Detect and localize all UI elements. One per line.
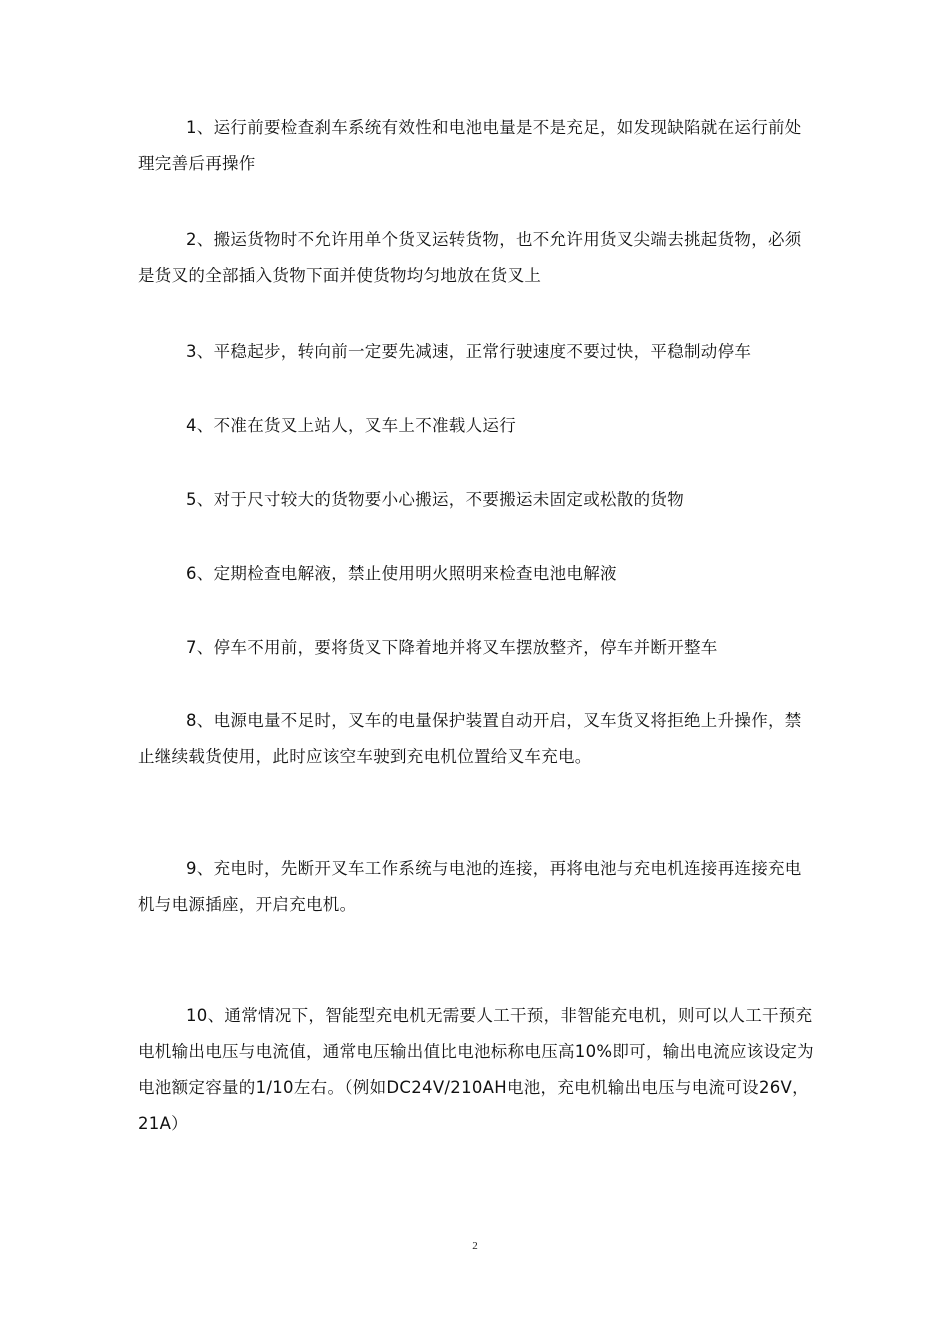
page-number: 2 (472, 1240, 478, 1252)
paragraph-2: 2、搬运货物时不允许用单个货叉运转货物，也不允许用货叉尖端去挑起货物，必须是货叉的全部插入货物下面并使货物均匀地放在货叉上 (138, 230, 802, 285)
paragraph-9: 9、充电时，先断开叉车工作系统与电池的连接，再将电池与充电机连接再连接充电机与电源插座，开启充电机。 (138, 859, 802, 914)
paragraph-6: 6、定期检查电解液，禁止使用明火照明来检查电池电解液 (186, 564, 617, 583)
paragraph-8: 8、电源电量不足时，叉车的电量保护装置自动开启，叉车货叉将拒绝上升操作，禁止继续载货使用，此时应该空车驶到充电机位置给叉车充电。 (138, 711, 802, 766)
paragraph-5: 5、对于尺寸较大的货物要小心搬运，不要搬运未固定或松散的货物 (186, 490, 684, 509)
paragraph-7: 7、停车不用前，要将货叉下降着地并将叉车摆放整齐，停车并断开整车 (186, 638, 718, 657)
paragraph-4: 4、不准在货叉上站人，叉车上不准载人运行 (186, 416, 516, 435)
paragraph-3: 3、平稳起步，转向前一定要先减速，正常行驶速度不要过快，平稳制动停车 (186, 342, 752, 361)
paragraph-1: 1、运行前要检查刹车系统有效性和电池电量是不是充足，如发现缺陷就在运行前处理完善后再操作 (138, 118, 802, 173)
paragraph-10: 10、通常情况下，智能型充电机无需要人工干预，非智能充电机，则可以人工干预充电机输出电压与电流值，通常电压输出值比电池标称电压高10%即可，输出电流应该设定为电池额定容量的1/10左右。（例如DC24V/210AH电池，充电机输出电压与电流可设26V，21A） (138, 1006, 814, 1133)
